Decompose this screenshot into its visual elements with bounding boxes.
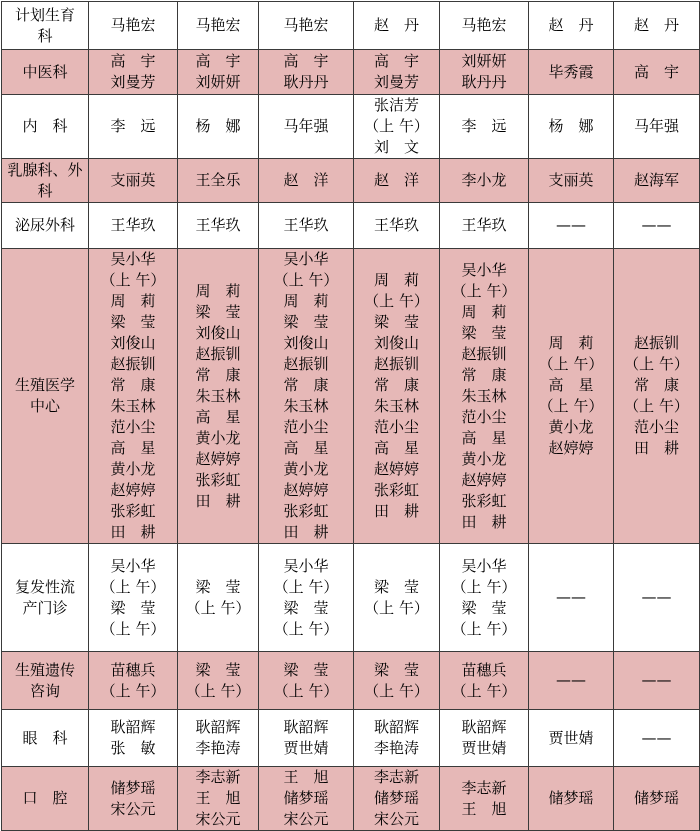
doctor-name: 支丽英 <box>110 171 156 189</box>
doctor-name: 储梦瑶 <box>373 789 419 807</box>
schedule-cell <box>354 544 440 652</box>
department-cell <box>2 652 89 710</box>
doctor-name: 赵婷婷 <box>373 460 419 478</box>
department-cell <box>2 159 89 203</box>
doctor-name: 赵 洋 <box>283 171 329 189</box>
doctor-name: 刘俊山 <box>110 334 156 352</box>
doctor-name: 范小尘 <box>633 418 679 436</box>
doctor-name: （上 午） <box>451 619 517 638</box>
doctor-name: 高 宇 <box>110 52 156 70</box>
doctor-name: 耿韶辉 <box>110 718 156 736</box>
department-label: 泌尿外科 <box>14 216 75 234</box>
doctor-name: 黄小龙 <box>110 460 156 478</box>
doctor-name: （上 午） <box>451 681 517 700</box>
doctor-name: （上 午） <box>185 681 251 700</box>
doctor-name: 张 敏 <box>110 739 156 757</box>
schedule-row <box>2 50 700 95</box>
doctor-name: 常 康 <box>283 376 329 394</box>
schedule-cell <box>259 249 354 544</box>
doctor-name: 储梦瑶 <box>548 789 594 807</box>
doctor-name: 王 旭 <box>195 789 241 807</box>
schedule-cell <box>89 159 178 203</box>
doctor-name: 梁 莹 <box>373 577 419 596</box>
schedule-cell <box>614 652 700 710</box>
doctor-name: 杨 娜 <box>548 117 594 135</box>
doctor-name: （上 午） <box>273 681 339 700</box>
doctor-name: 梁 莹 <box>110 598 156 617</box>
doctor-name: 朱玉林 <box>110 397 156 415</box>
doctor-name: 毕秀霞 <box>548 62 594 81</box>
doctor-name: 耿韶辉 <box>461 718 507 736</box>
doctor-name: 李 远 <box>461 117 507 135</box>
doctor-name: 刘 文 <box>373 138 419 156</box>
doctor-name: 苗穗兵 <box>461 660 507 679</box>
department-label: 产门诊 <box>22 598 68 617</box>
schedule-cell <box>89 652 178 710</box>
doctor-name: 高 宇 <box>195 52 241 70</box>
doctor-name: 苗穗兵 <box>110 660 156 679</box>
doctor-name: 赵海军 <box>633 171 679 189</box>
doctor-name: 杨 娜 <box>195 117 241 135</box>
department-label: 内 科 <box>22 117 68 135</box>
doctor-name: 周 莉 <box>373 271 419 289</box>
doctor-name: 吴小华 <box>283 556 329 575</box>
schedule-cell <box>614 203 700 249</box>
schedule-cell <box>259 544 354 652</box>
schedule-cell <box>89 203 178 249</box>
department-label: 口 腔 <box>22 789 68 807</box>
doctor-name: 马年强 <box>633 117 679 135</box>
doctor-name: 赵振钏 <box>110 355 156 373</box>
department-cell <box>2 544 89 652</box>
doctor-name: 高 星 <box>548 376 594 394</box>
schedule-cell <box>529 159 614 203</box>
schedule-row <box>2 249 700 544</box>
doctor-name: 宋公元 <box>195 810 241 828</box>
doctor-name: 王 旭 <box>283 768 329 786</box>
schedule-cell <box>529 50 614 95</box>
doctor-name: —— <box>641 588 672 606</box>
doctor-name: 黄小龙 <box>283 460 329 478</box>
doctor-name: 储梦瑶 <box>633 789 679 807</box>
doctor-name: （上 午） <box>273 619 339 638</box>
doctor-name: 储梦瑶 <box>283 789 329 807</box>
doctor-name: 梁 莹 <box>195 660 241 679</box>
doctor-name: （上 午） <box>100 619 166 638</box>
doctor-name: 耿韶辉 <box>283 718 329 736</box>
schedule-cell <box>89 2 178 50</box>
schedule-cell <box>614 767 700 831</box>
doctor-name: 李艳涛 <box>373 739 419 757</box>
doctor-name: （上 午） <box>538 355 604 373</box>
doctor-name: 田 耕 <box>461 512 507 531</box>
doctor-name: （上 午） <box>451 281 517 300</box>
schedule-cell <box>259 159 354 203</box>
doctor-name: 李 远 <box>110 117 156 135</box>
doctor-name: 王华玖 <box>461 216 507 234</box>
doctor-name: （上 午） <box>100 681 166 700</box>
doctor-name: （上 午） <box>273 577 339 596</box>
doctor-name: （上 午） <box>100 577 166 596</box>
doctor-name: 高 宇 <box>633 62 679 81</box>
schedule-cell <box>354 50 440 95</box>
doctor-name: 马艳宏 <box>195 16 241 34</box>
department-label: 生殖遗传 <box>14 660 75 679</box>
schedule-row <box>2 2 700 50</box>
schedule-row <box>2 203 700 249</box>
doctor-name: 高 宇 <box>373 52 419 70</box>
doctor-name: 梁 莹 <box>461 598 507 617</box>
department-cell <box>2 50 89 95</box>
department-cell <box>2 710 89 767</box>
doctor-name: 王华玖 <box>195 216 241 234</box>
doctor-name: 支丽英 <box>548 171 594 189</box>
doctor-name: 常 康 <box>373 376 419 394</box>
schedule-cell <box>440 767 529 831</box>
doctor-name: 赵婷婷 <box>461 470 507 489</box>
doctor-name: 耿韶辉 <box>195 718 241 736</box>
doctor-name: 梁 莹 <box>373 313 419 331</box>
doctor-name: 高 星 <box>461 428 507 447</box>
doctor-name: 张彩虹 <box>110 502 156 520</box>
doctor-name: 梁 莹 <box>373 660 419 679</box>
department-label: 中心 <box>29 397 60 415</box>
schedule-cell <box>354 767 440 831</box>
doctor-name: 赵振钏 <box>461 344 507 363</box>
doctor-name: 宋公元 <box>373 810 419 828</box>
doctor-name: 高 星 <box>195 407 241 426</box>
doctor-name: （上 午） <box>451 577 517 596</box>
schedule-cell <box>440 159 529 203</box>
schedule-cell <box>259 767 354 831</box>
doctor-name: （上 午） <box>185 598 251 617</box>
doctor-name: 范小尘 <box>373 418 419 436</box>
doctor-name: 赵婷婷 <box>110 481 156 499</box>
doctor-name: —— <box>556 588 586 606</box>
schedule-cell <box>89 249 178 544</box>
doctor-name: 田 耕 <box>373 502 419 520</box>
schedule-cell <box>614 50 700 95</box>
doctor-name: 朱玉林 <box>373 397 419 415</box>
schedule-cell <box>259 710 354 767</box>
doctor-name: 王华玖 <box>373 216 419 234</box>
doctor-name: 李志新 <box>373 768 419 786</box>
doctor-name: 高 星 <box>110 439 156 457</box>
doctor-name: （上 午） <box>364 598 429 617</box>
schedule-cell <box>354 95 440 159</box>
department-label: 生殖医学 <box>14 376 75 394</box>
doctor-name: —— <box>641 671 672 689</box>
schedule-cell <box>440 203 529 249</box>
doctor-name: 高 宇 <box>283 52 329 70</box>
doctor-name: 贾世婧 <box>548 728 594 747</box>
schedule-cell <box>89 710 178 767</box>
doctor-name: 赵 丹 <box>373 16 419 34</box>
doctor-name: （上 午） <box>364 117 429 135</box>
department-label: 计划生育 <box>14 5 75 24</box>
department-cell <box>2 95 89 159</box>
doctor-name: 刘曼芳 <box>110 73 156 91</box>
doctor-name: 吴小华 <box>461 556 507 575</box>
doctor-name: 赵振钏 <box>195 344 241 363</box>
schedule-cell <box>440 95 529 159</box>
doctor-name: （上 午） <box>100 271 166 289</box>
doctor-name: 范小尘 <box>110 418 156 436</box>
doctor-name: 赵振钏 <box>373 355 419 373</box>
doctor-name: 王 旭 <box>461 799 507 818</box>
doctor-name: 常 康 <box>110 376 156 394</box>
schedule-row <box>2 652 700 710</box>
doctor-name: 周 莉 <box>283 292 329 310</box>
doctor-name: 常 康 <box>461 365 507 384</box>
doctor-name: 王华玖 <box>283 216 329 234</box>
doctor-name: 张洁芳 <box>373 96 419 114</box>
schedule-cell <box>614 544 700 652</box>
doctor-name: （上 午） <box>624 355 689 373</box>
doctor-name: 张彩虹 <box>373 481 419 499</box>
schedule-row <box>2 767 700 831</box>
schedule-cell <box>178 95 259 159</box>
schedule-cell <box>614 2 700 50</box>
doctor-name: 常 康 <box>195 365 241 384</box>
schedule-row <box>2 710 700 767</box>
doctor-name: 常 康 <box>633 376 679 394</box>
doctor-name: 田 耕 <box>633 439 679 457</box>
schedule-cell <box>354 2 440 50</box>
doctor-name: 李志新 <box>195 768 241 786</box>
doctor-name: 马年强 <box>283 117 329 135</box>
schedule-cell <box>529 767 614 831</box>
doctor-name: 周 莉 <box>461 302 507 321</box>
doctor-name: 梁 莹 <box>195 302 241 321</box>
schedule-cell <box>354 652 440 710</box>
doctor-name: 吴小华 <box>110 556 156 575</box>
schedule-cell <box>89 95 178 159</box>
doctor-name: （上 午） <box>364 681 429 700</box>
doctor-name: 朱玉林 <box>461 386 507 405</box>
doctor-name: 赵振钏 <box>283 355 329 373</box>
doctor-name: 李艳涛 <box>195 739 241 757</box>
schedule-body <box>2 2 700 831</box>
doctor-name: 赵婷婷 <box>548 439 594 457</box>
doctor-name: （上 午） <box>538 397 604 415</box>
schedule-cell <box>614 249 700 544</box>
doctor-name: 田 耕 <box>283 523 329 541</box>
doctor-name: 朱玉林 <box>195 386 241 405</box>
doctor-name: 梁 莹 <box>195 577 241 596</box>
schedule-cell <box>614 710 700 767</box>
schedule-cell <box>614 95 700 159</box>
doctor-name: 赵 丹 <box>633 16 679 34</box>
schedule-cell <box>89 544 178 652</box>
schedule-row <box>2 95 700 159</box>
doctor-name: 范小尘 <box>461 407 507 426</box>
doctor-name: 刘妍妍 <box>461 52 507 70</box>
doctor-name: 周 莉 <box>195 281 241 300</box>
schedule-cell <box>354 249 440 544</box>
department-cell <box>2 249 89 544</box>
doctor-name: 黄小龙 <box>548 418 594 436</box>
schedule-cell <box>178 159 259 203</box>
schedule-cell <box>529 544 614 652</box>
doctor-name: 耿韶辉 <box>373 718 419 736</box>
department-label: 眼 科 <box>22 728 68 747</box>
doctor-name: 田 耕 <box>110 523 156 541</box>
schedule-cell <box>614 159 700 203</box>
doctor-name: 宋公元 <box>283 810 329 828</box>
doctor-name: 梁 莹 <box>283 598 329 617</box>
doctor-name: 吴小华 <box>461 260 507 279</box>
doctor-name: 刘曼芳 <box>373 73 419 91</box>
doctor-name: 赵婷婷 <box>195 449 241 468</box>
doctor-name: 赵振钏 <box>633 334 679 352</box>
doctor-name: 范小尘 <box>283 418 329 436</box>
doctor-name: 耿丹丹 <box>283 73 329 91</box>
doctor-name: 王华玖 <box>110 216 156 234</box>
doctor-name: 张彩虹 <box>461 491 507 510</box>
department-cell <box>2 767 89 831</box>
doctor-name: 李小龙 <box>461 171 507 189</box>
schedule-cell <box>354 710 440 767</box>
schedule-cell <box>178 249 259 544</box>
doctor-name: 张彩虹 <box>195 470 241 489</box>
doctor-name: 赵 洋 <box>373 171 419 189</box>
doctor-name: 刘俊山 <box>283 334 329 352</box>
doctor-name: 宋公元 <box>110 799 156 818</box>
schedule-cell <box>440 50 529 95</box>
department-label: 咨询 <box>29 681 60 700</box>
schedule-cell <box>354 159 440 203</box>
doctor-name: 刘妍妍 <box>195 73 241 91</box>
doctor-name: 梁 莹 <box>283 313 329 331</box>
doctor-name: 赵婷婷 <box>283 481 329 499</box>
doctor-name: 黄小龙 <box>195 428 241 447</box>
doctor-name: 梁 莹 <box>283 660 329 679</box>
schedule-cell <box>178 767 259 831</box>
doctor-name: 田 耕 <box>195 491 241 510</box>
doctor-name: （上 午） <box>624 397 689 415</box>
schedule-cell <box>440 652 529 710</box>
schedule-cell <box>440 249 529 544</box>
doctor-name: （上 午） <box>273 271 339 289</box>
department-label: 中医科 <box>22 62 68 81</box>
schedule-table <box>1 1 700 831</box>
schedule-row <box>2 159 700 203</box>
schedule-cell <box>259 652 354 710</box>
schedule-cell <box>529 95 614 159</box>
schedule-cell <box>178 710 259 767</box>
doctor-name: 耿丹丹 <box>461 73 507 91</box>
department-cell <box>2 203 89 249</box>
schedule-row <box>2 544 700 652</box>
department-cell <box>2 2 89 50</box>
doctor-name: 吴小华 <box>283 250 329 268</box>
department-label: 科 <box>37 181 53 200</box>
department-label: 乳腺科、外 <box>7 160 83 179</box>
schedule-cell <box>178 50 259 95</box>
doctor-name: 梁 莹 <box>461 323 507 342</box>
doctor-name: 刘俊山 <box>195 323 241 342</box>
schedule-cell <box>529 652 614 710</box>
department-label: 复发性流 <box>14 577 75 596</box>
doctor-name: （上 午） <box>364 292 429 310</box>
schedule-cell <box>529 710 614 767</box>
schedule-cell <box>178 203 259 249</box>
doctor-name: 赵 丹 <box>548 16 594 34</box>
doctor-name: 高 星 <box>283 439 329 457</box>
schedule-cell <box>529 249 614 544</box>
doctor-name: 黄小龙 <box>461 449 507 468</box>
doctor-name: 吴小华 <box>110 250 156 268</box>
schedule-cell <box>178 544 259 652</box>
doctor-name: 梁 莹 <box>110 313 156 331</box>
department-label: 科 <box>37 26 53 45</box>
doctor-name: 周 莉 <box>548 334 594 352</box>
schedule-cell <box>259 95 354 159</box>
doctor-name: 马艳宏 <box>461 16 507 34</box>
doctor-name: —— <box>641 728 672 747</box>
schedule-cell <box>89 50 178 95</box>
doctor-name: 李志新 <box>461 778 507 797</box>
doctor-name: 高 星 <box>373 439 419 457</box>
doctor-name: —— <box>556 671 586 689</box>
doctor-name: 刘俊山 <box>373 334 419 352</box>
schedule-cell <box>89 767 178 831</box>
doctor-name: 储梦瑶 <box>110 778 156 797</box>
schedule-cell <box>178 2 259 50</box>
doctor-name: 马艳宏 <box>283 16 329 34</box>
schedule-cell <box>440 2 529 50</box>
schedule-cell <box>259 2 354 50</box>
doctor-name: —— <box>641 216 672 234</box>
doctor-name: 朱玉林 <box>283 397 329 415</box>
doctor-name: —— <box>556 216 586 234</box>
doctor-name: 贾世婧 <box>461 739 507 757</box>
schedule-cell <box>259 50 354 95</box>
schedule-cell <box>259 203 354 249</box>
doctor-name: 王全乐 <box>195 171 241 189</box>
doctor-name: 贾世婧 <box>283 739 329 757</box>
schedule-cell <box>529 203 614 249</box>
schedule-cell <box>354 203 440 249</box>
schedule-cell <box>529 2 614 50</box>
schedule-cell <box>440 544 529 652</box>
schedule-cell <box>440 710 529 767</box>
doctor-name: 周 莉 <box>110 292 156 310</box>
doctor-name: 张彩虹 <box>283 502 329 520</box>
schedule-cell <box>178 652 259 710</box>
doctor-name: 马艳宏 <box>110 16 156 34</box>
